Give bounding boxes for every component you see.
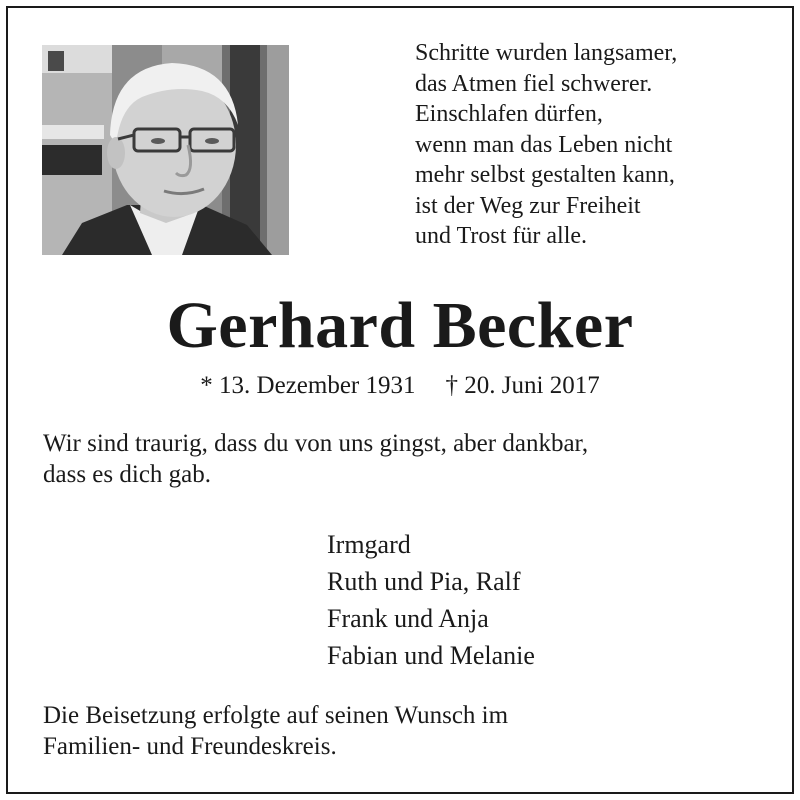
mourning-statement: [43, 428, 763, 490]
family-line: Ruth und Pia, Ralf: [327, 567, 521, 596]
family-line: Fabian und Melanie: [327, 641, 535, 670]
funeral-line: Familien- und Freundeskreis.: [43, 733, 337, 760]
statement-line: Wir sind traurig, dass du von uns gingst, aber dankbar,: [43, 430, 589, 457]
poem-line: ist der Weg zur Freiheit: [415, 192, 641, 219]
poem-line: Einschlafen dürfen,: [415, 101, 603, 127]
family-signatures: [327, 526, 747, 674]
family-line: Frank und Anja: [327, 604, 489, 633]
birth-date: * 13. Dezember 1931: [200, 372, 416, 399]
family-line: Irmgard: [327, 530, 411, 559]
funeral-note: [43, 700, 763, 762]
poem-line: das Atmen fiel schwerer.: [415, 70, 653, 97]
statement-line: dass es dich gab.: [43, 461, 212, 488]
portrait-photo: [42, 45, 289, 255]
life-dates: [0, 370, 800, 402]
poem-line: wenn man das Leben nicht: [415, 131, 673, 158]
poem: [415, 38, 775, 252]
poem-line: Schritte wurden langsamer,: [415, 40, 678, 66]
deceased-name: Gerhard Becker: [166, 289, 634, 362]
death-date: † 20. Juni 2017: [445, 372, 600, 399]
funeral-line: Die Beisetzung erfolgte auf seinen Wunsch im: [43, 702, 509, 729]
poem-line: mehr selbst gestalten kann,: [415, 162, 675, 188]
poem-line: und Trost für alle.: [415, 223, 588, 249]
portrait-image: [42, 45, 289, 255]
